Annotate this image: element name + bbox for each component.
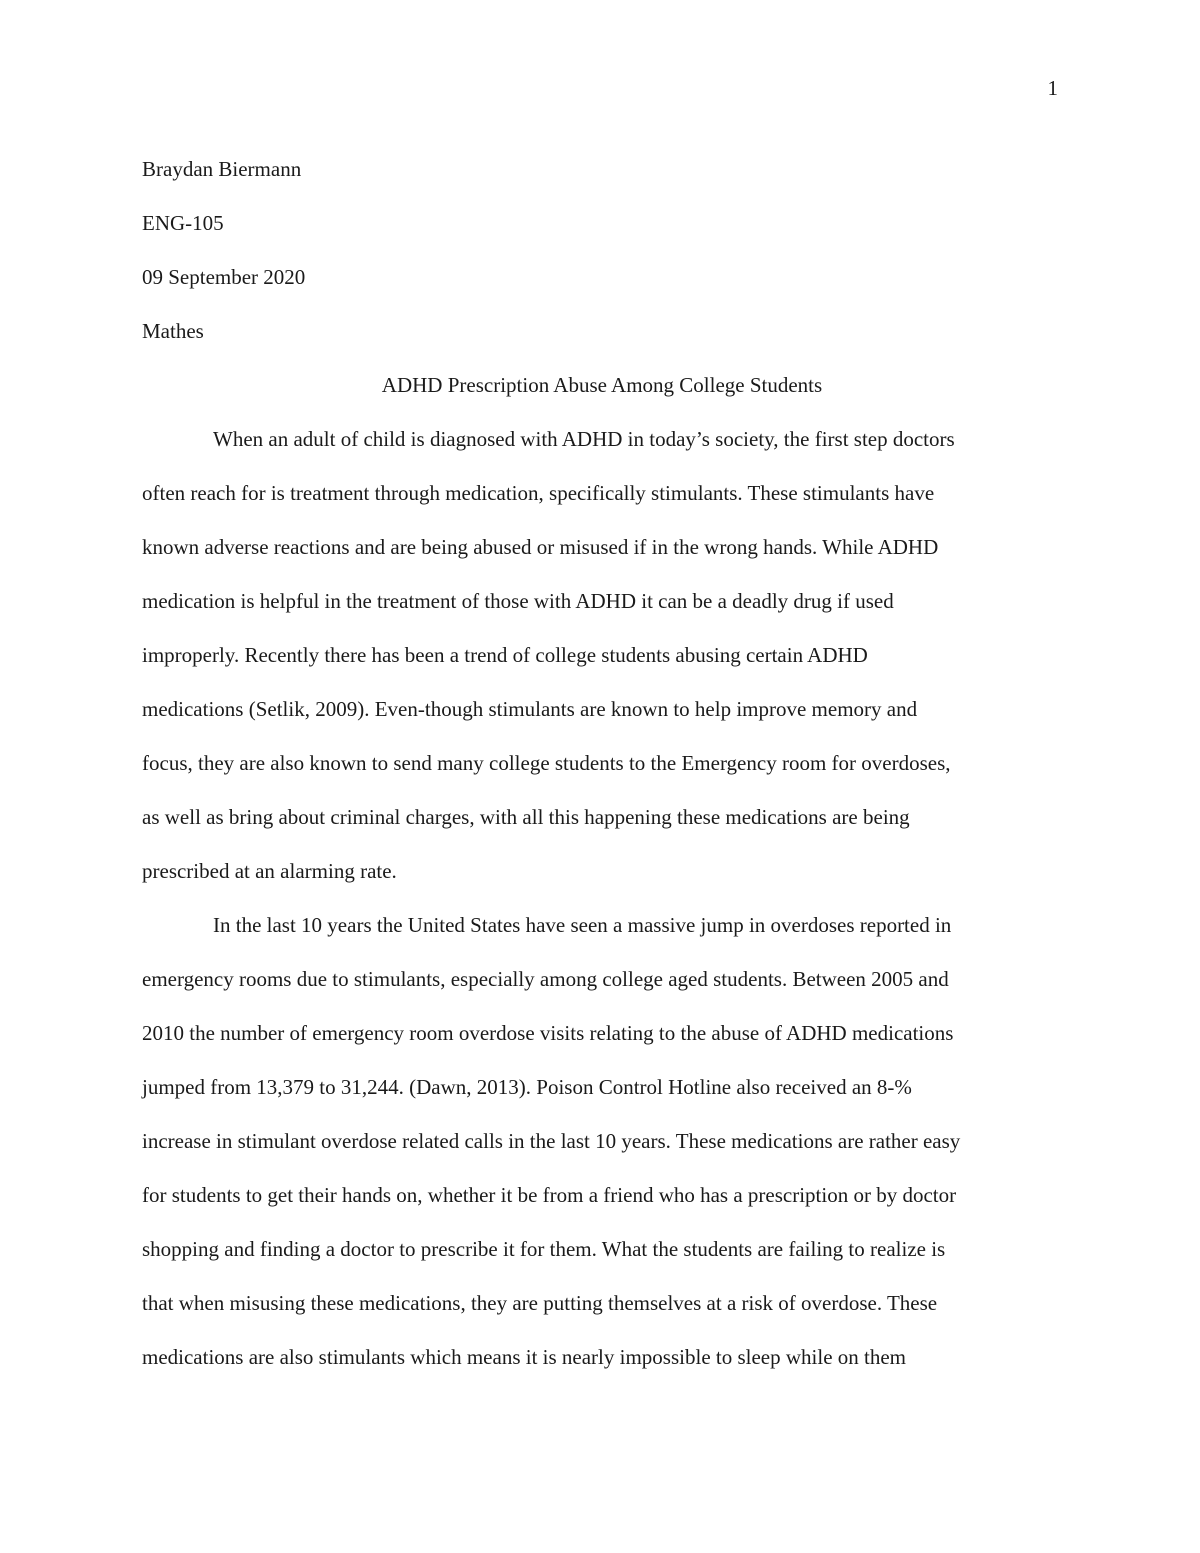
course-code: ENG-105 [142, 211, 224, 235]
document-content [142, 142, 1062, 1384]
paragraph-line: as well as bring about criminal charges, with all this happening these medications are being [142, 805, 910, 829]
document-title: ADHD Prescription Abuse Among College Students [381, 373, 823, 397]
document-date: 09 September 2020 [142, 265, 306, 289]
paragraph-line: jumped from 13,379 to 31,244. (Dawn, 2013). Poison Control Hotline also received an 8-% [142, 1075, 912, 1099]
paragraph-line: In the last 10 years the United States have seen a massive jump in overdoses reported in [213, 913, 952, 937]
author-name: Braydan Biermann [142, 157, 302, 181]
paragraph-line: shopping and finding a doctor to prescribe it for them. What the students are failing to realize is [142, 1237, 946, 1261]
paragraph-line: medications are also stimulants which means it is nearly impossible to sleep while on them [142, 1345, 907, 1369]
paragraph-line: medication is helpful in the treatment of those with ADHD it can be a deadly drug if used [142, 589, 894, 613]
paragraph-line: for students to get their hands on, whether it be from a friend who has a prescription or by doctor [142, 1183, 957, 1207]
paragraph-line: improperly. Recently there has been a trend of college students abusing certain ADHD [142, 643, 868, 667]
paragraph-line: increase in stimulant overdose related calls in the last 10 years. These medications are rather easy [142, 1129, 961, 1153]
paragraph-line: emergency rooms due to stimulants, especially among college aged students. Between 2005 and [142, 967, 949, 991]
paragraph-line: that when misusing these medications, they are putting themselves at a risk of overdose. These [142, 1291, 938, 1315]
paragraph-line: prescribed at an alarming rate. [142, 859, 397, 883]
paragraph-line: often reach for is treatment through medication, specifically stimulants. These stimulants have [142, 481, 935, 505]
paragraph-line: 2010 the number of emergency room overdose visits relating to the abuse of ADHD medications [142, 1021, 954, 1045]
body-paragraph-1 [142, 412, 1062, 898]
page-number: 1 [1047, 76, 1058, 100]
paragraph-line: focus, they are also known to send many college students to the Emergency room for overdoses, [142, 751, 951, 775]
body-paragraph-2 [142, 898, 1062, 1384]
paragraph-line: When an adult of child is diagnosed with ADHD in today’s society, the first step doctors [213, 427, 955, 451]
paragraph-line: known adverse reactions and are being abused or misused if in the wrong hands. While ADHD [142, 535, 939, 559]
paragraph-line: medications (Setlik, 2009). Even-though stimulants are known to help improve memory and [142, 697, 918, 721]
instructor-name: Mathes [142, 319, 204, 343]
